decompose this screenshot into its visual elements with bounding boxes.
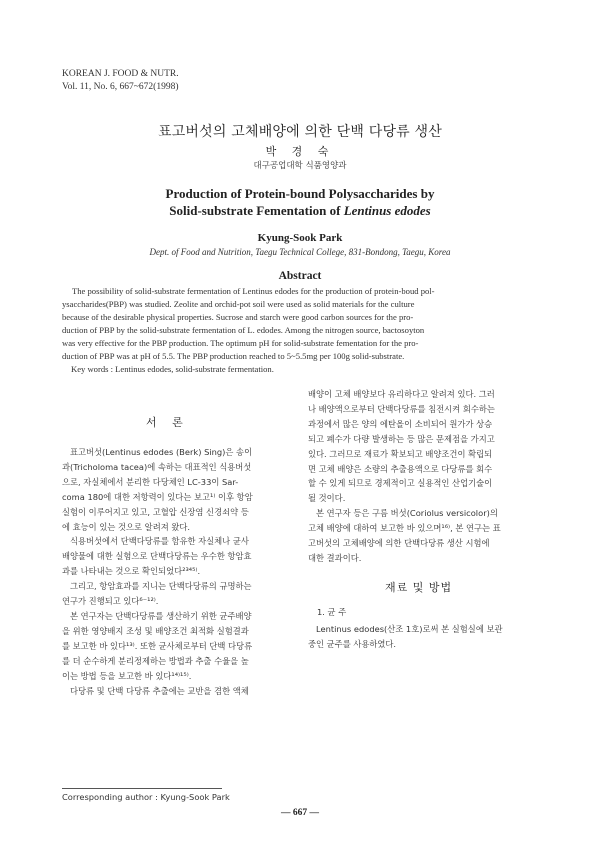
- paragraph-line: 있다. 그러므로 재료가 확보되고 배양조건이 확립되: [308, 448, 493, 459]
- paragraph-line: 식용버섯에서 단백다당류를 함유한 자실체나 균사: [70, 536, 249, 547]
- english-author: Kyung-Sook Park: [257, 232, 343, 244]
- methods-text: [308, 622, 540, 652]
- paragraph-line: 배양이 고체 배양보다 유리하다고 알려져 있다. 그러: [308, 389, 495, 399]
- paragraph-line: 본 연구자는 단백다당류를 생산하기 위한 균주배양: [70, 610, 252, 621]
- section-title-introduction: 서 론: [146, 416, 189, 429]
- footnote-divider: [62, 788, 222, 789]
- abstract-heading: Abstract: [278, 270, 322, 282]
- paragraph-line: 나 배양액으로부터 단백다당류를 침전시켜 회수하는: [308, 403, 495, 414]
- korean-author: 박 경 숙: [265, 145, 335, 158]
- left-column: [62, 445, 290, 698]
- paragraph-line: 실험이 이루어지고 있고, 고혈압 신장염 신경쇠약 등: [62, 506, 249, 517]
- subsection-strain: 1. 균 주: [317, 607, 347, 617]
- paragraph-line: coma 180에 대한 저항력이 있다는 보고¹⁾ 이후 항암: [62, 491, 253, 502]
- abstract-line: duction of PBP by the solid-substrate fermentation of L. edodes. Among the nitrogen source, bactosoyton: [62, 324, 425, 335]
- paragraph-line: 그리고, 항암효과를 지니는 단백다당류의 규명하는: [70, 581, 252, 592]
- journal-volume: Vol. 11, No. 6, 667~672(1998): [62, 82, 179, 92]
- english-affiliation: Dept. of Food and Nutrition, Taegu Technical College, 831-Bondong, Taegu, Korea: [149, 247, 451, 257]
- page-number: — 667 —: [281, 808, 319, 818]
- paragraph-line: 으로, 자실체에서 분리한 다당체인 LC-33이 Sar-: [62, 476, 239, 487]
- english-title-line2-text: Solid-substrate Fementation of: [169, 203, 344, 218]
- section-title-methods: 재료 및 방법: [385, 581, 453, 594]
- keywords: Key words : Lentinus edodes, solid-substrate fermentation.: [71, 364, 274, 374]
- paragraph-line: 를 더 순수하게 분리정제하는 방법과 추출 수율을 높: [62, 655, 249, 666]
- english-title: [0, 185, 600, 219]
- journal-name: KOREAN J. FOOD & NUTR.: [62, 69, 179, 79]
- paragraph-line: 를 보고한 바 있다¹³⁾. 또한 균사체로부터 단백 다당류: [62, 640, 253, 651]
- english-title-line2: [0, 202, 600, 219]
- paragraph-line: 다당류 및 단백 다당류 추출에는 교반을 겸한 액체: [70, 685, 249, 696]
- paragraph-line: 고버섯의 고체배양에 의한 단백다당류 생산 시험에: [308, 538, 490, 549]
- abstract-line: duction of PBP was at pH of 5.5. The PBP production reached to 5~5.5mg per 100g solid-substrate.: [62, 350, 405, 361]
- paragraph-line: 되고 폐수가 다량 발생하는 등 많은 문제점을 가지고: [308, 433, 495, 444]
- abstract-body: [62, 285, 544, 362]
- species-name: Lentinus edodes: [343, 203, 431, 218]
- paragraph-line: 과를 나타내는 것으로 확인되었다²³⁴⁵⁾.: [62, 566, 201, 577]
- paragraph-line: 과(Tricholoma tacea)에 속하는 대표적인 식용버섯: [62, 461, 252, 472]
- paragraph-line: 대한 결과이다.: [308, 552, 362, 563]
- paragraph-line: 이는 방법 등을 보고한 바 있다¹⁴⁾¹⁵⁾.: [62, 670, 192, 681]
- paragraph-line: Lentinus edodes(산조 1호)로써 본 실험실에 보관: [316, 624, 503, 634]
- paragraph-line: 고체 배양에 대하여 보고한 바 있으며¹⁶⁾, 본 연구는 표: [308, 523, 501, 534]
- korean-title: 표고버섯의 고체배양에 의한 단백 다당류 생산: [157, 124, 442, 140]
- paragraph-line: 에 효능이 있는 것으로 알려져 왔다.: [62, 521, 191, 532]
- paragraph-line: 면 고체 배양은 소량의 추출용액으로 다당류를 회수: [308, 463, 493, 474]
- paragraph-line: 표고버섯(Lentinus edodes (Berk) Sing)은 송이: [70, 447, 253, 457]
- paragraph-line: 될 것이다.: [308, 493, 346, 504]
- abstract-line: because of the desirable physical properties. Sucrose and starch were good carbon sources for the pro-: [62, 311, 414, 322]
- abstract-line: The possibility of solid-substrate fermentation of Lentinus edodes for the production of protein-boud pol-: [72, 286, 435, 296]
- right-column: [308, 387, 540, 566]
- paragraph-line: 본 연구자 등은 구름 버섯(Coriolus versicolor)의: [316, 508, 498, 519]
- paragraph-line: 과정에서 많은 양의 에탄올이 소비되어 원가가 상승: [308, 418, 493, 429]
- paragraph-line: 배양물에 대한 실험으로 단백다당류는 우수한 항암효: [62, 551, 252, 562]
- paragraph-line: 을 위한 영양배지 조성 및 배양조건 최적화 실험결과: [62, 625, 249, 636]
- english-title-line1: Production of Protein-bound Polysaccharides by: [165, 186, 435, 201]
- korean-affiliation: 대구공업대학 식품영양과: [253, 161, 347, 171]
- paragraph-line: 할 수 있게 되므로 경제적이고 실용적인 산업기술이: [308, 478, 493, 489]
- paragraph-line: 연구가 진행되고 있다⁶⁻¹²⁾.: [62, 596, 159, 607]
- journal-header: [62, 68, 179, 94]
- paragraph-line: 중인 균주를 사용하였다.: [308, 638, 397, 649]
- corresponding-author: Corresponding author : Kyung-Sook Park: [62, 792, 230, 802]
- abstract-line: was very effective for the PBP production. The optimum pH for solid-substrate fementation for the pro-: [62, 337, 419, 348]
- abstract-line: ysaccharides(PBP) was studied. Zeolite and orchid-pot soil were used as solid materials for the culture: [62, 298, 415, 309]
